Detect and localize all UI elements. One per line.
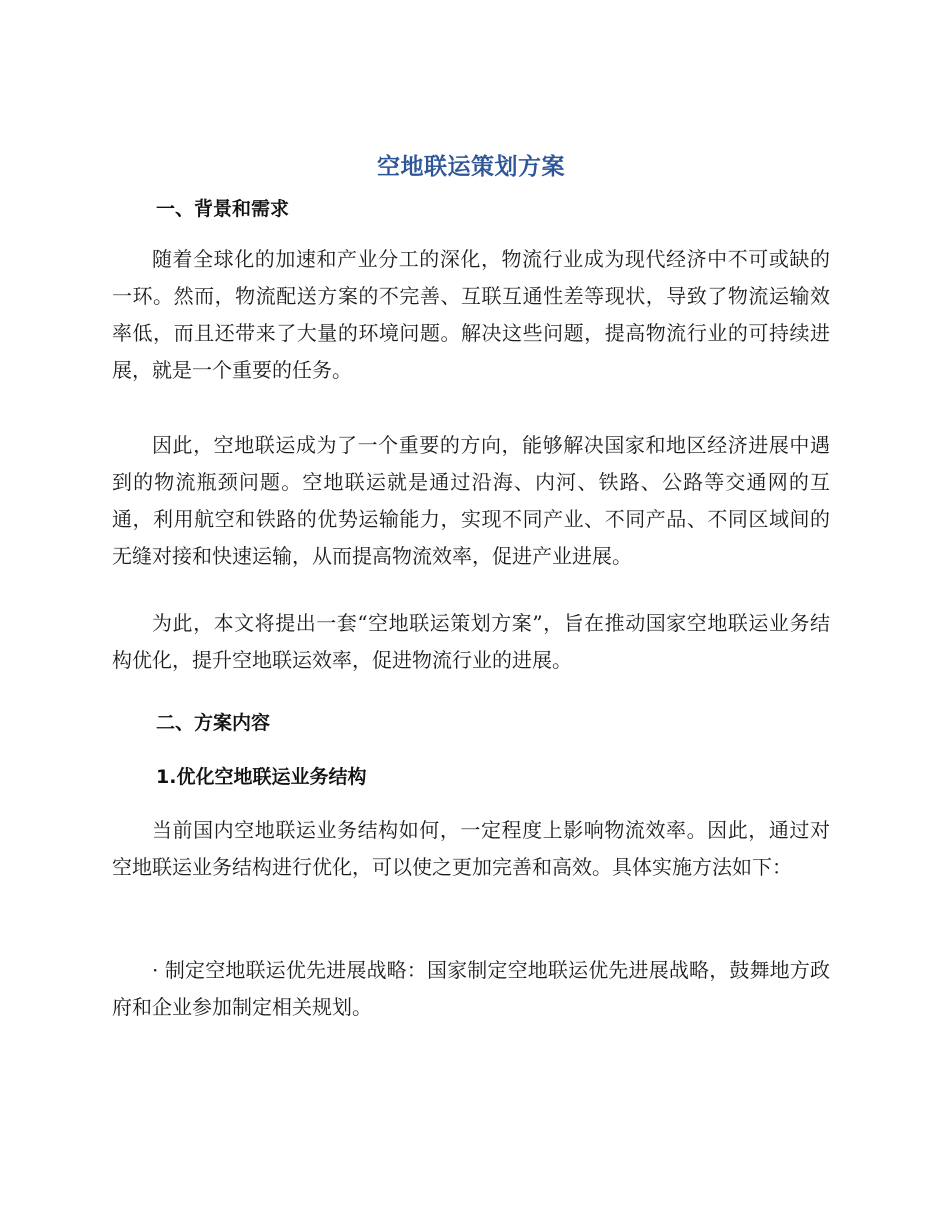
document-title: 空地联运策划方案 <box>377 154 565 180</box>
paragraph-optimize-intro: 当前国内空地联运业务结构如何，一定程度上影响物流效率。因此，通过对空地联运业务结构进行优化，可以使之更加完善和高效。具体实施方法如下： <box>112 818 830 879</box>
paragraph-background-3: 为此，本文将提出一套“空地联运策划方案”，旨在推动国家空地联运业务结构优化，提升空地联运效率，促进物流行业的进展。 <box>112 611 830 672</box>
section-heading-content: 二、方案内容 <box>156 712 271 734</box>
subsection-heading-optimize: 1.优化空地联运业务结构 <box>156 766 367 788</box>
paragraph-background-2: 因此，空地联运成为了一个重要的方向，能够解决国家和地区经济进展中遇到的物流瓶颈问题。空地联运就是通过沿海、内河、铁路、公路等交通网的互通，利用航空和铁路的优势运输能力，实现不同产业、不同产品、不同区域间的无缝对接和快速运输，从而提高物流效率，促进产业进展。 <box>112 433 830 568</box>
bullet-item-strategy: · 制定空地联运优先进展战略：国家制定空地联运优先进展战略，鼓舞地方政府和企业参加制定相关规划。 <box>112 958 830 1019</box>
section-heading-background: 一、背景和需求 <box>156 198 290 220</box>
paragraph-background-1: 随着全球化的加速和产业分工的深化，物流行业成为现代经济中不可或缺的一环。然而，物流配送方案的不完善、互联互通性差等现状，导致了物流运输效率低，而且还带来了大量的环境问题。解决这些问题，提高物流行业的可持续进展，就是一个重要的任务。 <box>112 247 830 382</box>
